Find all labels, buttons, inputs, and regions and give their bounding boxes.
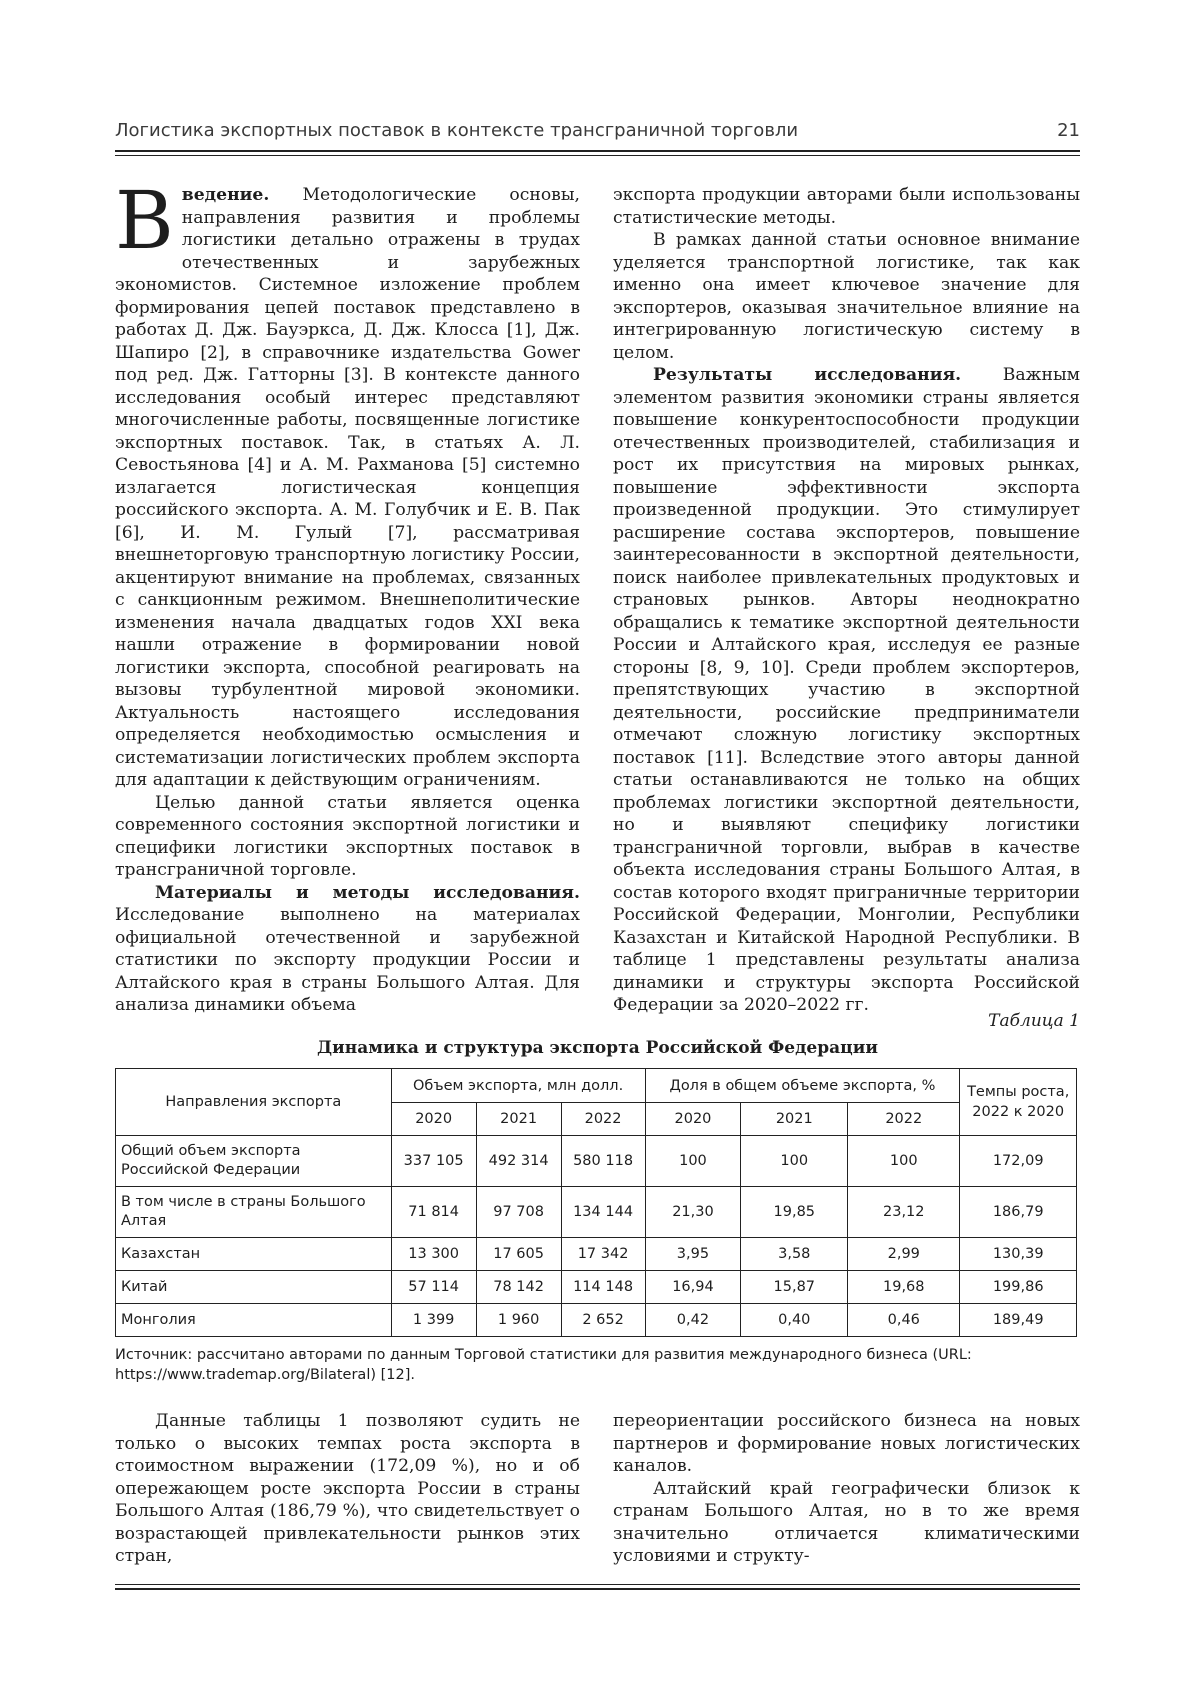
- table-row: [116, 1271, 1077, 1304]
- cell-share: 0,42: [645, 1304, 741, 1337]
- header-year: 2022: [561, 1103, 645, 1136]
- cell-growth: 199,86: [960, 1271, 1077, 1304]
- row-label: Китай: [116, 1271, 392, 1304]
- page-header: [115, 120, 1080, 148]
- export-table: [115, 1068, 1077, 1337]
- table-row: [116, 1304, 1077, 1337]
- row-label: Казахстан: [116, 1238, 392, 1271]
- header-year: 2022: [848, 1103, 960, 1136]
- methods-paragraph: [115, 882, 580, 1017]
- cell-share: 15,87: [741, 1271, 848, 1304]
- goal-paragraph: Целью данной статьи является оценка современного состояния экспортной логистики и специфики логистики экспортных поставок в трансграничной торговле.: [115, 792, 580, 880]
- cell-value: 78 142: [476, 1271, 561, 1304]
- right-column: [613, 184, 1080, 1017]
- header-volume: Объем экспорта, млн долл.: [391, 1069, 645, 1103]
- cell-share: 100: [741, 1136, 848, 1187]
- results-heading: Результаты исследования.: [653, 365, 962, 385]
- cell-share: 0,46: [848, 1304, 960, 1337]
- methods-heading: Материалы и методы исследования.: [155, 882, 580, 903]
- bottom-right-paragraph-2: Алтайский край географически близок к странам Большого Алтая, но в то же время значительно отличается климатическими условиями и структу-: [613, 1478, 1080, 1566]
- results-text: Важным элементом развития экономики страны является повышение конкурентоспособности продукции отечественных производителей, стабилизация и рост их присутствия на мировых рынках, повышение эффективности экспорта произведенной продукции. Это стимулирует расширение состава экспортеров, повышение заинтересованности в экспортной деятельности, поиск наиболее привлекательных продуктовых и страновых рынков. Авторы неоднократно обращались к тематике экспортной деятельности России и Алтайского края, исследуя ее разные стороны [8, 9, 10]. Среди проблем экспортеров, препятствующих участию в экспортной деятельности, российские предприниматели отмечают сложную логистику экспортных поставок [11]. Вследствие этого авторы данной статьи останавливаются не только на общих проблемах логистики экспортной деятельности, но и выявляют специфику логистики трансграничной торговли, выбрав в качестве объекта исследования страны Большого Алтая, в состав которого входят приграничные территории Российской Федерации, Монголии, Республики Казахстан и Китайской Народной Республики. В таблице 1 представлены результаты анализа динамики и структуры экспорта Российской Федерации за 2020–2022 гг.: [613, 365, 1080, 1015]
- running-title: Логистика экспортных поставок в контексте трансграничной торговли: [115, 120, 799, 141]
- cell-value: 1 960: [476, 1304, 561, 1337]
- cell-share: 3,95: [645, 1238, 741, 1271]
- header-rule-thin: [115, 155, 1080, 156]
- table-label: Таблица 1: [988, 1011, 1080, 1031]
- cell-value: 13 300: [391, 1238, 476, 1271]
- cell-value: 2 652: [561, 1304, 645, 1337]
- intro-text: Методологические основы, направления развития и проблемы логистики детально отражены в трудах отечественных и зарубежных экономистов. Системное изложение проблем формирования цепей поставок представлено в работах Д. Дж. Бауэркса, Д. Дж. Клосса [1], Дж. Шапиро [2], в справочнике издательства Gower под ред. Дж. Гатторны [3]. В контексте данного исследования особый интерес представляют многочисленные работы, посвященные логистике экспортных поставок. Так, в статьях А. Л. Севостьянова [4] и А. М. Рахманова [5] системно излагается логистическая концепция российского экспорта. А. М. Голубчик и Е. В. Пак [6], И. М. Гулый [7], рассматривая внешнеторговую транспортную логистику России, акцентируют внимание на проблемах, связанных с санкционным режимом. Внешнеполитические изменения начала двадцатых годов XXI века нашли отражение в формировании новой логистики экспорта, способной реагировать на вызовы турбулентной мировой экономики. Актуальность настоящего исследования определяется необходимостью осмысления и систематизации логистических проблем экспорта для адаптации к действующим ограничениям.: [115, 185, 580, 790]
- cell-growth: 130,39: [960, 1238, 1077, 1271]
- bottom-left-paragraph: Данные таблицы 1 позволяют судить не только о высоких темпах роста экспорта в стоимостном выражении (172,09 %), но и об опережающем росте экспорта России в страны Большого Алтая (186,79 %), что свидетельствует о возрастающей привлекательности рынков этих стран,: [115, 1411, 580, 1566]
- cell-share: 100: [848, 1136, 960, 1187]
- cell-value: 114 148: [561, 1271, 645, 1304]
- cell-value: 1 399: [391, 1304, 476, 1337]
- page-number: 21: [1057, 120, 1080, 141]
- header-share: Доля в общем объеме экспорта, %: [645, 1069, 960, 1103]
- cell-value: 17 605: [476, 1238, 561, 1271]
- bottom-right-paragraph-1: переориентации российского бизнеса на новых партнеров и формирование новых логистических каналов.: [613, 1411, 1080, 1476]
- cell-value: 57 114: [391, 1271, 476, 1304]
- cell-value: 71 814: [391, 1187, 476, 1238]
- table-source: Источник: рассчитано авторами по данным Торговой статистики для развития международного бизнеса (URL: https://www.trademap.org/Bilateral) [12].: [115, 1347, 972, 1383]
- row-label: Монголия: [116, 1304, 392, 1337]
- bottom-right-column: [613, 1410, 1080, 1568]
- header-year: 2021: [741, 1103, 848, 1136]
- cell-share: 16,94: [645, 1271, 741, 1304]
- footer-rule-thin: [115, 1584, 1080, 1585]
- table-title: Динамика и структура экспорта Российской Федерации: [317, 1038, 878, 1058]
- header-year: 2020: [645, 1103, 741, 1136]
- left-column: [115, 174, 580, 1017]
- cell-share: 19,85: [741, 1187, 848, 1238]
- intro-heading: ведение.: [181, 185, 270, 205]
- header-year: 2020: [391, 1103, 476, 1136]
- table-row: [116, 1238, 1077, 1271]
- cell-value: 17 342: [561, 1238, 645, 1271]
- cell-growth: 189,49: [960, 1304, 1077, 1337]
- table-row: [116, 1187, 1077, 1238]
- methods-text: Исследование выполнено на материалах официальной отечественной и зарубежной статистики по экспорту продукции России и Алтайского края в страны Большого Алтая. Для анализа динамики объема: [115, 905, 580, 1015]
- cell-share: 0,40: [741, 1304, 848, 1337]
- cell-share: 21,30: [645, 1187, 741, 1238]
- cell-value: 580 118: [561, 1136, 645, 1187]
- cell-value: 492 314: [476, 1136, 561, 1187]
- cell-growth: 172,09: [960, 1136, 1077, 1187]
- cell-share: 19,68: [848, 1271, 960, 1304]
- cell-share: 3,58: [741, 1238, 848, 1271]
- footer-rule-thick: [115, 1588, 1080, 1590]
- cell-growth: 186,79: [960, 1187, 1077, 1238]
- results-paragraph: [613, 364, 1080, 1017]
- header-direction: Направления экспорта: [116, 1069, 392, 1136]
- cell-share: 23,12: [848, 1187, 960, 1238]
- dropcap: В: [115, 174, 174, 267]
- right-paragraph-1: экспорта продукции авторами были использованы статистические методы.: [613, 185, 1080, 228]
- right-paragraph-2: В рамках данной статьи основное внимание уделяется транспортной логистике, так как именно она имеет ключевое значение для экспортеров, оказывая значительное влияние на интегрированную логистическую систему в целом.: [613, 230, 1080, 363]
- header-year: 2021: [476, 1103, 561, 1136]
- table-row: [116, 1136, 1077, 1187]
- cell-share: 2,99: [848, 1238, 960, 1271]
- header-rule-thick: [115, 150, 1080, 152]
- cell-value: 97 708: [476, 1187, 561, 1238]
- cell-value: 134 144: [561, 1187, 645, 1238]
- cell-share: 100: [645, 1136, 741, 1187]
- cell-value: 337 105: [391, 1136, 476, 1187]
- intro-paragraph: [115, 174, 580, 792]
- bottom-left-column: [115, 1410, 580, 1568]
- row-label: Общий объем экспорта Российской Федерации: [116, 1136, 392, 1187]
- header-growth: Темпы роста, 2022 к 2020: [960, 1069, 1077, 1136]
- row-label: В том числе в страны Большого Алтая: [116, 1187, 392, 1238]
